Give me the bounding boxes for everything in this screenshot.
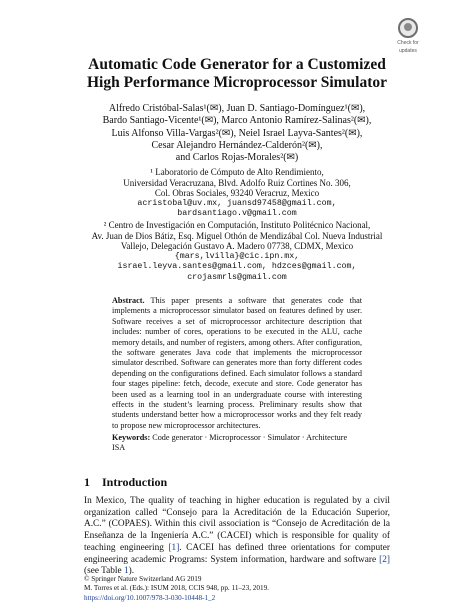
keywords-label: Keywords: bbox=[112, 433, 151, 442]
keywords bbox=[112, 433, 362, 454]
abstract-label: Abstract. bbox=[112, 296, 145, 305]
affil1-email-2[interactable]: bardsantiago.v@gmail.com bbox=[177, 209, 297, 219]
affil1-email-1[interactable]: acristobal@uv.mx, juansd97458@gmail.com, bbox=[137, 198, 337, 208]
authors-line-1: Alfredo Cristóbal-Salas¹(✉), Juan D. Santiago-Domínguez¹(✉), bbox=[108, 103, 366, 114]
authors-line-4: Cesar Alejandro Hernández-Calderón²(✉), bbox=[151, 139, 323, 151]
affil1-line-2: Universidad Veracruzana, Blvd. Adolfo Ruiz Cortines No. 306, bbox=[123, 177, 351, 188]
doi-link[interactable]: https://doi.org/10.1007/978-3-030-10448-1_2 bbox=[84, 593, 216, 602]
author-list bbox=[70, 103, 404, 164]
check-for-updates-badge[interactable] bbox=[393, 18, 423, 54]
intro-paragraph bbox=[84, 496, 390, 578]
authors-line-3: Luis Alfonso Villa-Vargas²(✉), Neiel Israel Layva-Santes²(✉), bbox=[111, 127, 363, 139]
section-heading bbox=[84, 475, 167, 490]
affiliations bbox=[80, 167, 394, 284]
intro-text-3: (see Table bbox=[84, 566, 124, 577]
section-number: 1 bbox=[84, 475, 90, 489]
authors-line-2: Bardo Santiago-Vicente¹(✉), Marco Antonio Ramírez-Salinas²(✉), bbox=[102, 115, 372, 127]
affil2-email-2[interactable]: israel.leyva.santes@gmail.com, hdzces@gmail.com, bbox=[117, 262, 357, 272]
citation-link-1[interactable]: [1] bbox=[168, 542, 180, 553]
title-line-2: High Performance Microprocessor Simulator bbox=[86, 74, 388, 91]
affil2-email-1[interactable]: {mars,lvilla}@cic.ipn.mx, bbox=[174, 251, 300, 261]
table-ref-link[interactable]: 1 bbox=[123, 566, 129, 577]
intro-text-2: . CACEI has defined three orientations for computer engineering academic Programs: System information, hardware and software bbox=[84, 542, 390, 565]
authors-line-5: and Carlos Rojas-Morales²(✉) bbox=[175, 152, 299, 164]
paper-title bbox=[60, 56, 414, 92]
affil2-line-1: ² Centro de Investigación en Computación, Instituto Politécnico Nacional, bbox=[103, 219, 371, 230]
affil1-line-1: ¹ Laboratorio de Cómputo de Alto Rendimiento, bbox=[150, 167, 324, 177]
keywords-text: Code generator · Microprocessor · Simulator · Architecture ISA bbox=[112, 433, 348, 453]
intro-text-4: ). bbox=[128, 566, 135, 577]
footer bbox=[84, 575, 390, 603]
abstract-text: This paper presents a software that generates code that implements a microprocessor simulator based on features defined by user. Software receives a set of microprocessor architecture description that includes: number of cores, operations to be executed in the ALU, cache memory details, and number of registers, among others. After configuration, the software generates Java code that implements the microprocessor simulator described. Software can generates more than forty different codes depending on the configurations defined. Each simulator follows a standard four stages pipeline: fetch, decode, execute and store. Code generator has been used as a learning tool in an undergraduate course with interesting effects in the student’s learning process. Preliminary results show that students understand better how a microprocessor works and they felt ready to propose new microprocessor architectures. bbox=[112, 296, 362, 430]
affil1-line-3: Col. Obras Sociales, 93240 Veracruz, Mexico bbox=[154, 188, 320, 199]
badge-label-2: updates bbox=[399, 48, 417, 54]
affil2-line-3: Vallejo, Delegación Gustavo A. Madero 07738, CDMX, Mexico bbox=[120, 241, 354, 252]
affil2-email-3[interactable]: crojasmrls@gmail.com bbox=[187, 272, 287, 282]
badge-label-1: Check for bbox=[397, 40, 419, 46]
abstract bbox=[112, 296, 362, 431]
citation-link-2[interactable]: [2] bbox=[379, 554, 390, 565]
copyright-line: © Springer Nature Switzerland AG 2019 bbox=[84, 575, 202, 583]
crossmark-icon bbox=[398, 18, 418, 38]
title-line-1: Automatic Code Generator for a Customized bbox=[88, 56, 386, 73]
section-title: Introduction bbox=[102, 475, 168, 489]
citation-line: M. Torres et al. (Eds.): ISUM 2018, CCIS 948, pp. 11–23, 2019. bbox=[84, 584, 269, 593]
affil2-line-2: Av. Juan de Dios Bátiz, Esq. Miguel Othón de Mendizábal Col. Nueva Industrial bbox=[91, 230, 383, 241]
intro-text-1: In Mexico, The quality of teaching in higher education is regulated by a civil organization called “Consejo para la Acreditación de la Educación Superior, A.C.” (COPAES). Within this civil association is “Consejo de Acreditación de la Enseñanza de la Ingeniería A.C.” (CACEI) which is responsible for quality of teaching engineering bbox=[84, 496, 390, 553]
